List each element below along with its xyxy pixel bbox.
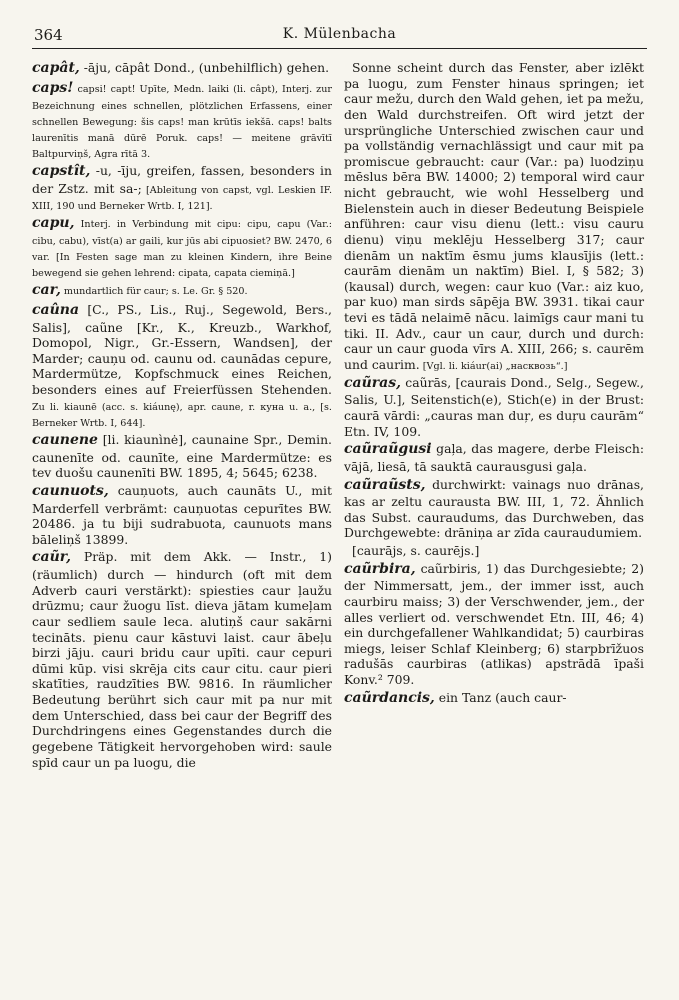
dictionary-entry bbox=[344, 441, 644, 474]
entry-headword: capu, bbox=[32, 214, 75, 231]
entry-note: [Vgl. li. kiáur(ai) „насквозь“.] bbox=[419, 360, 568, 372]
entry-body: [li. kiaunìnė], caunaine Spr., Demin. caunenīte od. caunīte, eine Mardermütze: es tev duošu caunenīti BW. 1895, 4; 5645; 6238. bbox=[32, 432, 332, 481]
entry-headword: caũrbira, bbox=[344, 560, 416, 577]
running-head: K. Mülenbacha bbox=[282, 26, 397, 42]
dictionary-entry bbox=[32, 163, 332, 213]
dictionary-entry bbox=[32, 483, 332, 548]
entry-headword: capstît, bbox=[32, 163, 91, 180]
entry-headword: caũrdancis, bbox=[344, 689, 435, 706]
entry-note: [Ableitung von capst, vgl. Leskien IF. XIII, 190 und Berneker Wrtb. I, 121]. bbox=[32, 184, 333, 212]
entry-body: [C., PS., Lis., Ruj., Segewold, Bers., Salis], caũne [Kr., K., Kreuzb., Warkhof, Domopol, Nigr., Gr.-Essern, Wandsen], der Marder; cauņu od. caunu od. caunādas cepure, Mardermütze, Kopfschmuck eines Reichen, besonders eines auf Freierfüssen Stehenden. bbox=[32, 301, 332, 398]
dictionary-entry bbox=[344, 690, 644, 708]
entry-headword: caps! bbox=[32, 79, 74, 96]
dictionary-entry bbox=[32, 432, 332, 481]
entry-body: Sonne scheint durch das Fenster, aber izlēkt pa luogu, zum Fenster hinaus springen; iet caur mežu, durch den Wald gehen, iet pa mežu, den Wald durchstreifen. Oft wird jetzt der ursprüngliche Unterschied zwischen caur und pa vollständig vernachlässigt und caur mit pa promiscue gebraucht: caur (Var.: pa) luodziņu mēslus bēra BW. 14000; 2) temporal wird caur nicht gebraucht, wie wohl Hesselberg und Bielenstein auch in dieser Bedeutung Beispiele anführen: caur visu dienu (lett.: visu cauru dienu) viņu meklēju Hesselberg 317; caur dienām un naktīm ēsmu jums klausījis (lett.: caurām dienām un naktīm) Biel. I, § 582; 3) (kausal) durch, wegen: caur kuo (Var.: aiz kuo, par kuo) man sirds sāpēja BW. 3931. tikai caur tevi es tādā nelaimē nācu. laimīgs caur mani tu tiki. II. Adv., caur un caur, durch und durch: caur un caur guoda vīrs A. XIII, 266; s. caurēm und caurim. bbox=[344, 60, 644, 372]
dictionary-entry bbox=[32, 60, 332, 78]
dictionary-entry bbox=[32, 215, 332, 281]
entry-body: ein Tanz (auch caur- bbox=[434, 689, 567, 705]
dictionary-entry bbox=[32, 282, 332, 300]
entry-body: -āju, cāpât Dond., (unbehilflich) gehen. bbox=[79, 60, 330, 75]
entry-body: [caurājs, s. caurējs.] bbox=[352, 543, 480, 559]
dictionary-entry bbox=[344, 60, 644, 373]
entry-headword: caũr, bbox=[32, 549, 72, 566]
entry-body: caũrās, [caurais Dond., Selg., Segew., Salis, U.], Seitenstich(e), Stich(e) in der Brust: caurā vārdi: „cauras man duŗ, es duŗu caurām“ Etn. IV, 109. bbox=[344, 374, 644, 439]
entry-headword: caũras, bbox=[344, 374, 401, 391]
dictionary-entry bbox=[32, 549, 332, 770]
entry-body: gaļa, das magere, derbe Fleisch: vājā, liesā, tā sauktā caurausgusi gaļa. bbox=[344, 441, 644, 474]
entry-body: durchwirkt: vainags nuo drānas, kas ar zeltu caurausta BW. III, 1, 72. Ähnlich das Subst. cauraudums, das Durchweben, das Durchgewebte: drāniņa ar zīda cauraudumiem. bbox=[344, 476, 644, 541]
dictionary-entry bbox=[344, 477, 644, 542]
entry-headword: caunene bbox=[32, 432, 98, 449]
entry-note: Zu li. kiaunē (acc. s. kiáunę), apr. caune, r. куна u. a., [s. Berneker Wrtb. I, 644]. bbox=[32, 402, 332, 430]
entry-headword: capât, bbox=[32, 60, 80, 76]
entry-headword: car, bbox=[32, 282, 61, 299]
page-header bbox=[32, 22, 647, 49]
entry-body: -u, -īju, greifen, fassen, besonders in der Zstz. mit sa-; bbox=[32, 163, 332, 196]
entry-body: Präp. mit dem Akk. — Instr., 1) (räumlich) durch — hindurch (oft mit dem Adverb cauri verstärkt): spiesties caur ļaužu drūzmu; caur žuogu līst. dieva jātam kumeļam caur sedliem saule leca. alutiņš caur sakārni tecināts. pienu caur kāstuvi laist. caur ābeļu birzi jāju. cauri bridu caur upīti. caur cepuri dūmi kūp. visi skrēja cits caur citu. caur pieri skatīties, raudzīties BW. 9816. In räumlicher Bedeutung berührt sich caur mit pa nur mit dem Unterschied, dass bei caur der Begriff des Durchdringens eines Gegenstandes durch die gegebene Tätigkeit hervorgehoben wird: saule spīd caur un pa luogu, die bbox=[32, 549, 332, 770]
dictionary-entry bbox=[344, 375, 644, 440]
left-column bbox=[32, 60, 332, 772]
entry-body: cauņuots, auch caunāts U., mit Marderfell verbrämt: cauņuotas cepurītes BW. 20486. ja tu biji sudrabuota, caunuots mans bāleliņš 13899. bbox=[32, 482, 332, 547]
dictionary-entry bbox=[32, 80, 332, 162]
entry-body: caũrbiris, 1) das Durchgesiebte; 2) der Nimmersatt, jem., der immer isst, auch caurbiru maiss; 3) der Verschwender, jem., der alles verliert od. verschwendet Etn. III, 46; 4) ein durchgefallener Wahlkandidat; 5) caurbiras miegs, leiser Schlaf Kleinberg; 6) starpbrīžuos radušās caurbiras (atlikas) apstrādā īpaši Konv.² 709. bbox=[344, 560, 644, 688]
page-number: 364 bbox=[34, 26, 63, 44]
entry-headword: caunuots, bbox=[32, 482, 109, 499]
right-column bbox=[344, 60, 644, 709]
entry-note: mundartlich für caur; s. Le. Gr. § 520. bbox=[60, 286, 248, 298]
dictionary-entry bbox=[32, 302, 332, 430]
entry-headword: caûna bbox=[32, 301, 80, 318]
entry-headword: caũraũsts, bbox=[344, 476, 426, 493]
dictionary-entry bbox=[344, 543, 644, 559]
entry-headword: caũraũgusi bbox=[344, 441, 432, 458]
dictionary-entry bbox=[344, 561, 644, 688]
entry-note: capsi! capt! Upīte, Medn. laiki (li. câpt), Interj. zur Bezeichnung eines schnellen, plötzlichen Erfassens, einer schnellen Bewegung: šis caps! man krūtīs iekšā. caps! balts laurenītis manā dūrē Poruk. caps! — meitene grāvītī Baltpurviņš, Agra rītā 3. bbox=[32, 83, 332, 161]
entry-note: Interj. in Verbindung mit cipu: cipu, capu (Var.: cibu, cabu), vīst(a) ar gaili, kur jūs abi cipuosiet? BW. 2470, 6 var. [In Festen sage man zu kleinen Kindern, ihre Beine bewegend sie gehen lehrend: cipata, capata ciemiņā.] bbox=[32, 218, 332, 280]
